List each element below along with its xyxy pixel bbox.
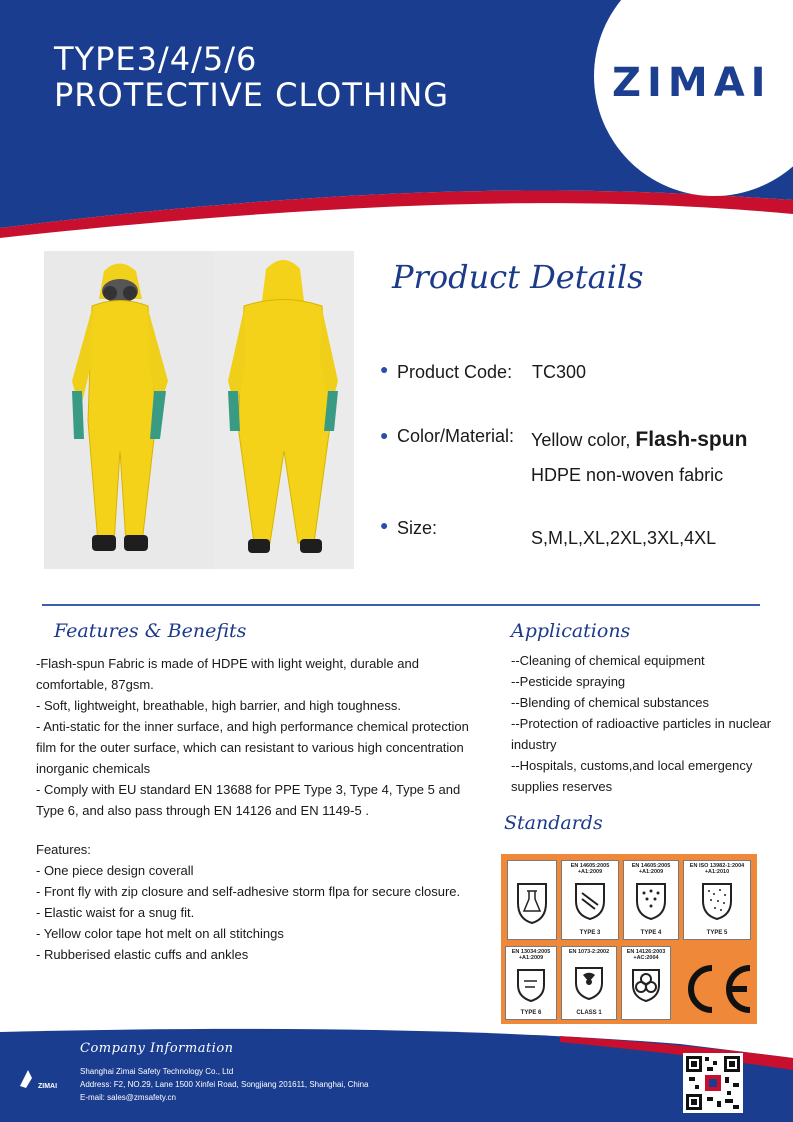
feature-paragraph: - Anti-static for the inner surface, and high performance chemical protection film for the outer surface, which can resistant to various high concentration inorganic chemicals [36,719,469,776]
page-header [0,0,793,240]
company-logo-icon [18,1066,70,1092]
standard-title: EN 1073-2:2002 [568,949,610,955]
feature-paragraph: -Flash-spun Fabric is made of HDPE with light weight, durable and comfortable, 87gsm. [36,656,419,692]
header-background [0,0,793,240]
applications-list [511,650,773,797]
applications-heading: Applications [511,620,631,642]
page-title-line-1: TYPE3/4/5/6 [54,40,258,78]
list-item: - Rubberised elastic cuffs and ankles [36,947,249,962]
standard-type: TYPE 6 [520,1010,542,1016]
feature-paragraph: - Comply with EU standard EN 13688 for PPE Type 3, Type 4, Type 5 and Type 6, and also pass through EN 14126 and EN 1149-5 . [36,782,461,818]
company-address: Address: F2, NO.29, Lane 1500 Xinfei Road, Songjiang 201611, Shanghai, China [80,1080,369,1089]
standard-type: TYPE 5 [706,930,728,936]
radioactive-icon [573,965,605,1001]
standard-title: EN 14605:2005 +A1:2009 [631,863,671,875]
ce-mark-icon [676,958,756,1020]
standard-card-chemical [507,860,557,940]
list-item: - Yellow color tape hot melt on all stitchings [36,926,284,941]
coverall-back-photo [214,251,354,569]
material-value-line-1 [531,428,747,452]
bullet-icon: ● [380,361,389,377]
company-email: E-mail: sales@zmsafety.cn [80,1093,176,1102]
list-item: - Elastic waist for a snug fit. [36,905,195,920]
particles-icon [700,881,734,921]
standard-card-en14126 [621,946,671,1020]
brand-logo: ZIMAI [612,60,772,106]
standard-card-class1 [561,946,617,1020]
material-value-text: Yellow color, [531,430,636,450]
company-info-heading: Company Information [80,1041,234,1056]
list-item: --Hospitals, customs,and local emergency supplies reserves [511,758,753,794]
company-name: Shanghai Zimai Safety Technology Co., Ltd [80,1067,234,1076]
product-code-value: TC300 [532,362,587,382]
chemical-flask-icon [515,881,549,925]
size-value: S,M,L,XL,2XL,3XL,4XL [531,528,717,548]
material-label: Color/Material: [397,426,515,446]
list-item: --Pesticide spraying [511,674,626,689]
list-item: - Front fly with zip closure and self-adhesive storm flpa for secure closure. [36,884,461,899]
light-spray-icon [515,967,547,1003]
section-divider [42,604,760,606]
list-item: - One piece design coverall [36,863,194,878]
material-value-line-2: HDPE non-woven fabric [531,465,724,485]
standard-title: EN 14126:2003 +AC:2004 [626,949,666,961]
coverall-front-photo [44,251,214,569]
bullet-icon: ● [380,427,389,443]
size-label: Size: [397,518,438,538]
features-heading: Features & Benefits [54,620,247,642]
list-item: --Cleaning of chemical equipment [511,653,705,668]
spray-icon [634,881,668,921]
footer-logo-text: ZIMAI [38,1083,58,1090]
standard-title: EN ISO 13982-1:2004 +A1:2010 [689,863,745,875]
qr-code-icon [683,1053,743,1113]
standards-heading: Standards [504,812,603,834]
feature-paragraph: - Soft, lightweight, breathable, high barrier, and high toughness. [36,698,401,713]
standard-type: TYPE 3 [579,930,601,936]
product-code-label: Product Code: [397,362,513,382]
list-item: --Protection of radioactive particles in nuclear industry [511,716,772,752]
features-list-heading: Features: [36,842,91,857]
standard-card-type5 [683,860,751,940]
standard-type: TYPE 4 [640,930,662,936]
product-details-heading: Product Details [392,258,644,296]
standard-card-type6 [505,946,557,1020]
liquid-jet-icon [573,881,607,921]
features-list [36,839,496,965]
biohazard-icon [630,967,662,1003]
list-item: --Blending of chemical substances [511,695,709,710]
standard-card-type4 [623,860,679,940]
features-paragraphs [36,653,488,821]
standard-type: CLASS 1 [576,1010,602,1016]
material-value-bold: Flash-spun [635,428,748,451]
standard-title: EN 13034:2005 +A1:2009 [511,949,551,961]
bullet-icon: ● [380,517,389,533]
page-title-line-2: PROTECTIVE CLOTHING [54,76,450,114]
standard-card-type3 [561,860,619,940]
standard-title: EN 14605:2005 +A1:2009 [570,863,610,875]
